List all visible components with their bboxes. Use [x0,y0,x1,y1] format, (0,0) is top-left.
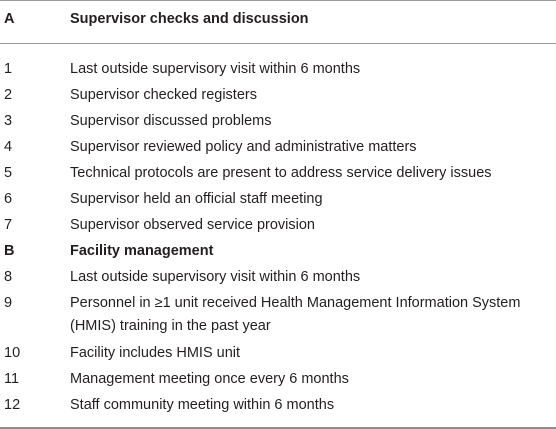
row-number: 1 [4,61,13,77]
row-text: Supervisor observed service provision [70,217,315,233]
row-number: 6 [4,191,13,207]
section-a-title: Supervisor checks and discussion [70,11,309,27]
section-a-letter: A [4,11,15,27]
row-text: Staff community meeting within 6 months [70,397,335,413]
section-b-title: Facility management [70,243,214,259]
section-b-letter: B [4,243,15,259]
row-number: 4 [4,139,13,155]
row-number: 5 [4,165,13,181]
row-number: 11 [4,371,20,387]
row-text: Last outside supervisory visit within 6 months [70,269,361,285]
row-number: 9 [4,295,13,311]
table-header-rule [0,43,556,44]
row-text: Supervisor reviewed policy and administrative matters [70,139,417,155]
row-text: Personnel in ≥1 unit received Health Management Information System (HMIS) training in the past year [70,295,521,334]
row-number: 8 [4,269,13,285]
row-text: Supervisor discussed problems [70,113,272,129]
row-number: 3 [4,113,13,129]
table-top-rule [0,0,556,1]
row-text: Technical protocols are present to address service delivery issues [70,165,492,181]
row-text: Last outside supervisory visit within 6 months [70,61,361,77]
row-number: 7 [4,217,13,233]
row-text: Supervisor checked registers [70,87,257,103]
row-number: 12 [4,397,21,413]
row-text: Management meeting once every 6 months [70,371,349,387]
row-number: 10 [4,345,21,361]
row-number: 2 [4,87,13,103]
row-text: Facility includes HMIS unit [70,345,241,361]
row-text: Supervisor held an official staff meeting [70,191,323,207]
